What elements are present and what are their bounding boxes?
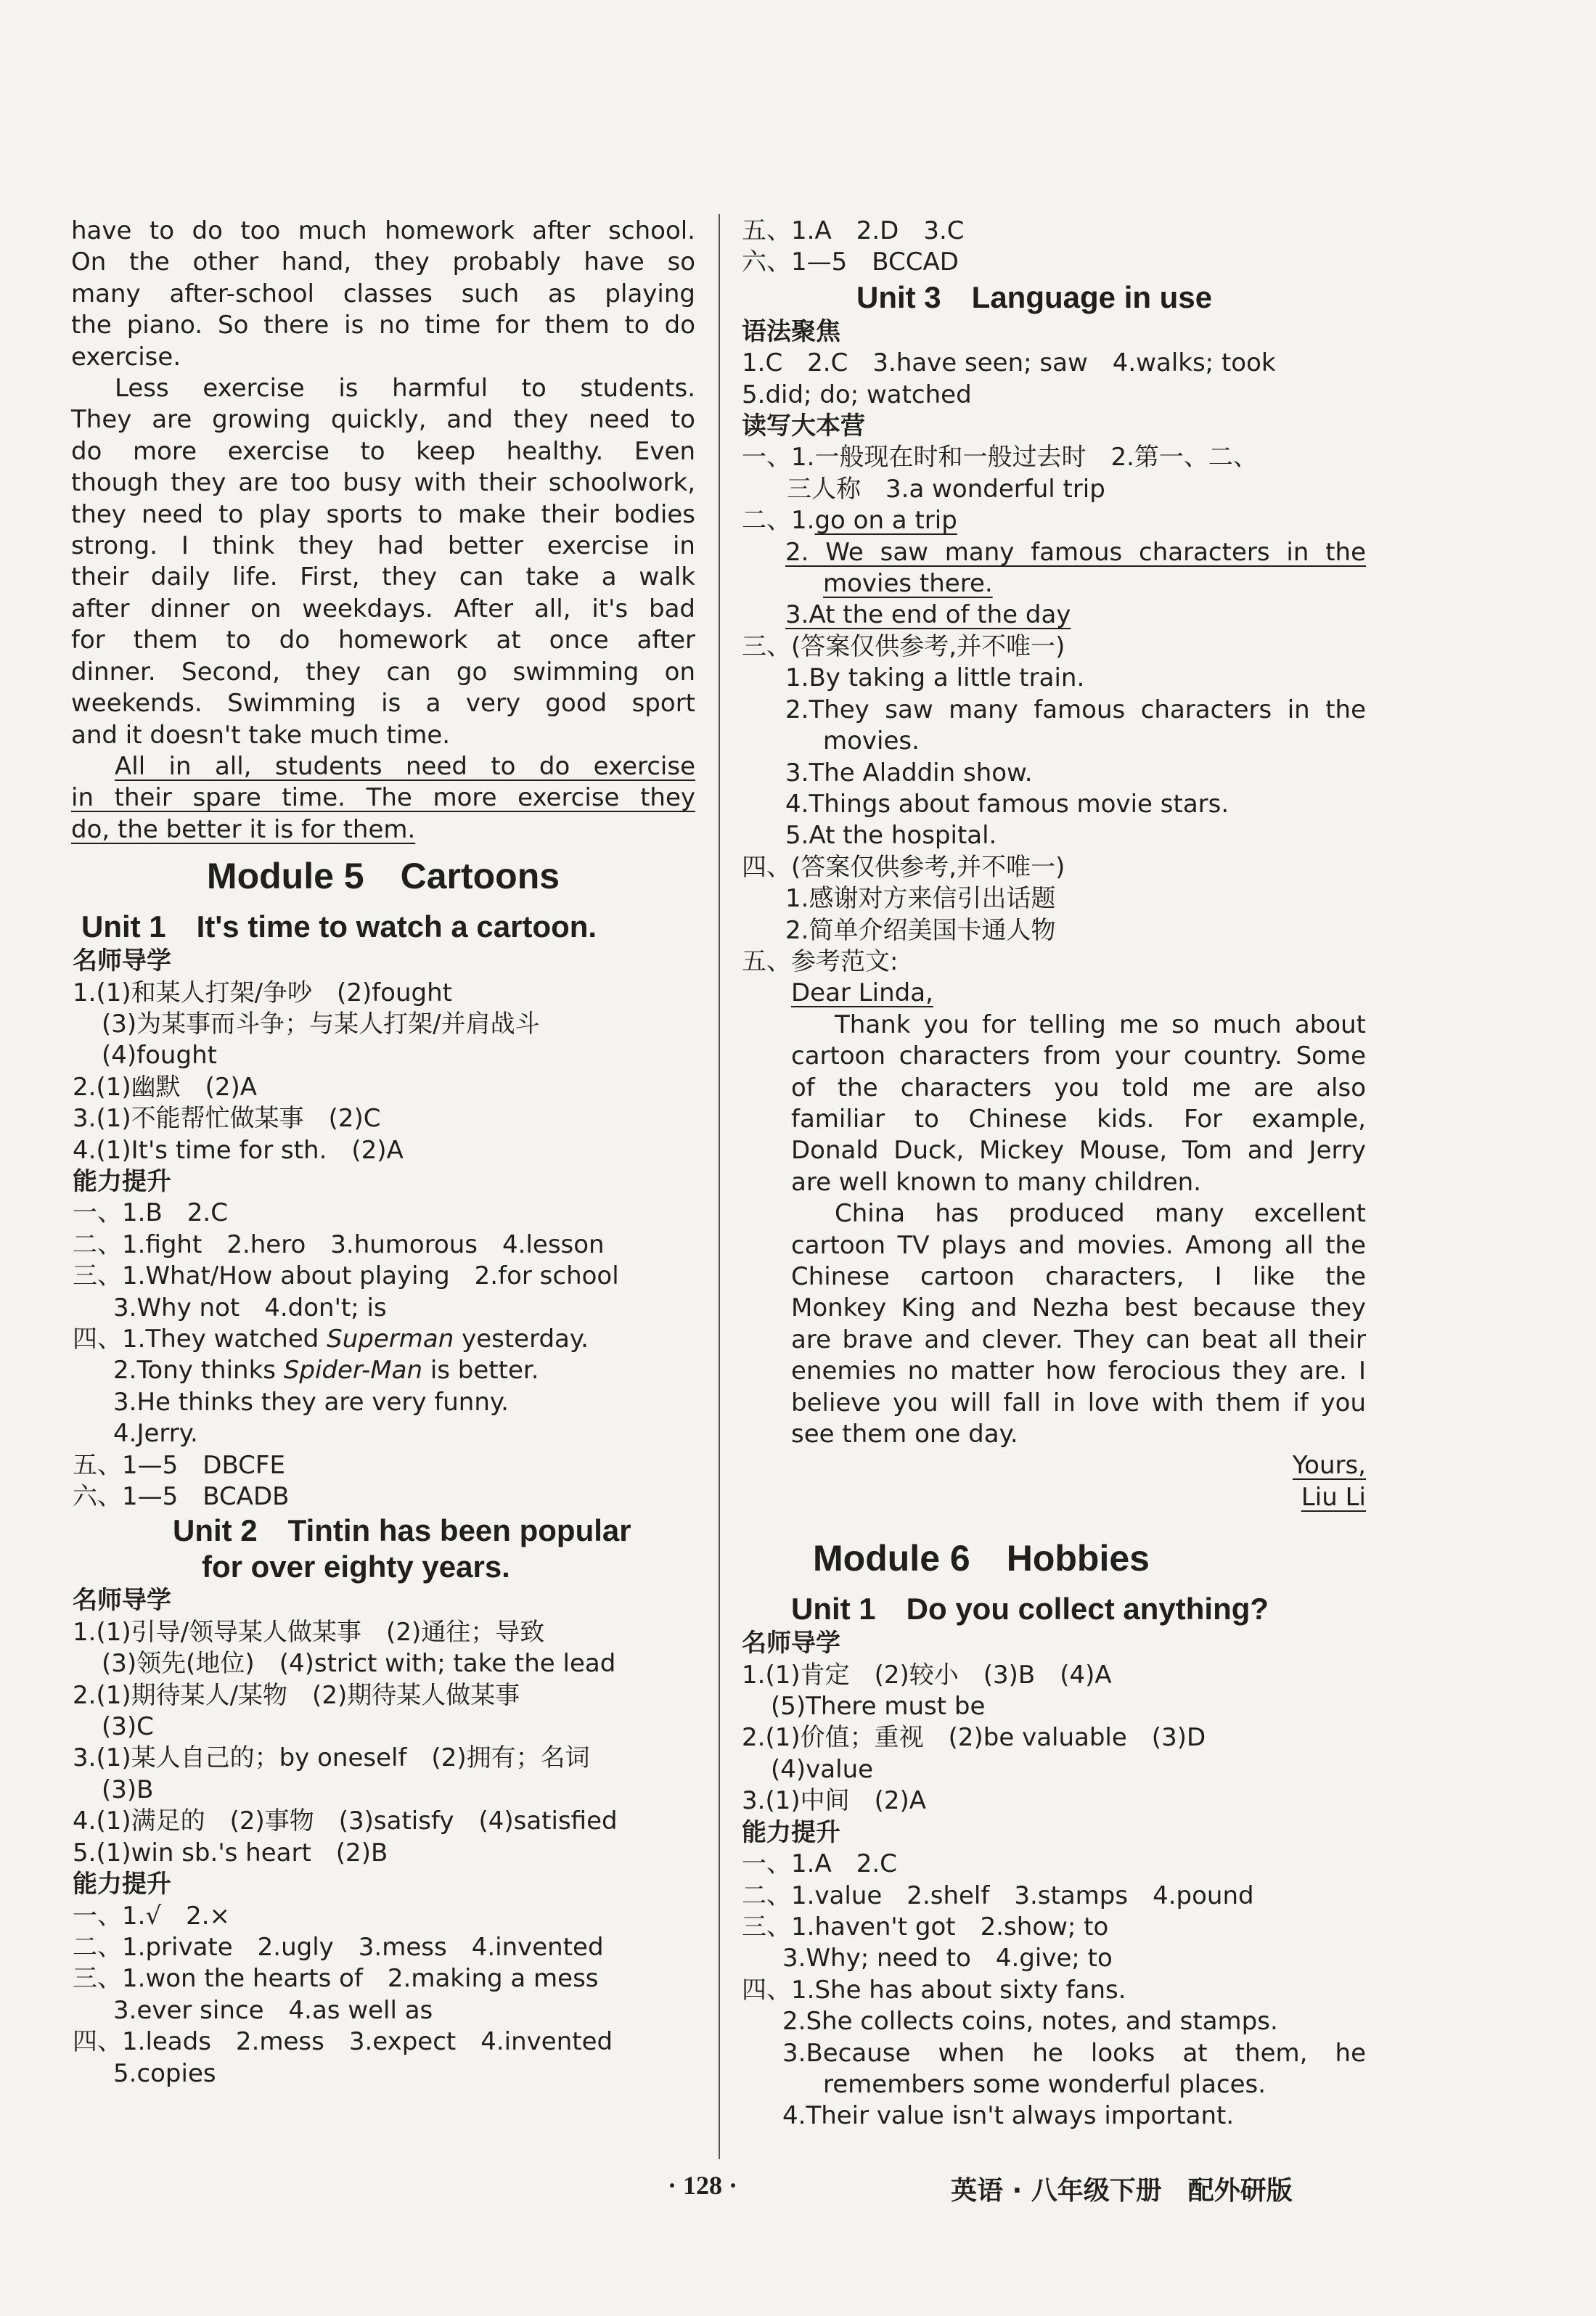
- book-title: 英语 · 八年级下册 配外研版: [951, 2176, 1293, 2206]
- answer-line: 4.(1)满足的 (2)事物 (3)satisfy (4)satisfied: [73, 1806, 618, 1836]
- answer-line: 1.By taking a little train.: [785, 663, 1085, 693]
- letter-line: are well known to many children.: [791, 1167, 1202, 1197]
- answer-line: 5.(1)win sb.'s heart (2)B: [73, 1838, 388, 1867]
- answer-line: (4)value: [771, 1754, 874, 1784]
- essay-line: in their spare time. The more exercise they: [71, 783, 695, 813]
- answer-line: 3.Because when he looks at them, he: [782, 2038, 1366, 2068]
- letter-line: China has produced many excellent: [835, 1199, 1366, 1229]
- essay-line: do more exercise to keep healthy. Even: [71, 436, 695, 466]
- letter-line: believe you will fall in love with them if you: [791, 1388, 1366, 1417]
- letter-line: Thank you for telling me so much about: [835, 1010, 1366, 1039]
- answer-line: (3)C: [102, 1712, 154, 1742]
- underlined-answer: 3.At the end of the day: [785, 600, 1071, 630]
- essay-line: They are growing quickly, and they need to: [71, 405, 695, 435]
- essay-line: exercise.: [71, 342, 181, 372]
- essay: [71, 216, 695, 846]
- answer-line: [742, 600, 1366, 631]
- answer-line: 3.Why; need to 4.give; to: [782, 1944, 1113, 1973]
- answer-line: (4)fought: [102, 1041, 217, 1071]
- section-heading: 名师导学: [73, 1586, 171, 1616]
- sample-letter: [742, 978, 1366, 1513]
- answer-line: 1.(1)肯定 (2)较小 (3)B (4)A: [742, 1660, 1112, 1690]
- essay-line: and it doesn't take much time.: [71, 720, 451, 750]
- answer-line: 1.感谢对方来信引出话题: [785, 884, 1056, 914]
- answer-line: 一、1.√ 2.×: [73, 1901, 231, 1931]
- answer-line: 2. We saw many famous characters in the: [785, 537, 1366, 567]
- answer-line: 六、1—5 BCADB: [73, 1482, 290, 1512]
- answer-line: 4.Their value isn't always important.: [782, 2101, 1235, 2131]
- essay-line: many after-school classes such as playing: [71, 279, 695, 308]
- answer-line: 三、1.haven't got 2.show; to: [742, 1912, 1109, 1941]
- answer-line: 四、1.She has about sixty fans.: [742, 1975, 1126, 2005]
- answer-line: 四、1.leads 2.mess 3.expect 4.invented: [73, 2027, 613, 2057]
- answer-line: 2.(1)期待某人/某物 (2)期待某人做某事: [73, 1680, 520, 1710]
- essay-line: [71, 814, 695, 846]
- signature-text: Liu Li: [1301, 1482, 1366, 1512]
- unit-1-answers: [73, 946, 695, 1513]
- column-divider: [719, 214, 720, 2159]
- letter-line: enemies no matter how ferocious they are. I: [791, 1357, 1366, 1386]
- section-heading: 语法聚焦: [742, 316, 840, 346]
- answer-line: 三人称 3.a wonderful trip: [787, 474, 1105, 504]
- answer-line: 一、1.A 2.C: [742, 1849, 897, 1879]
- answer-line: 四、(答案仅供参考,并不唯一): [742, 852, 1065, 882]
- section-heading: 能力提升: [73, 1166, 171, 1196]
- answer-line: 三、(答案仅供参考,并不唯一): [742, 631, 1065, 661]
- answer-line: 五、1.A 2.D 3.C: [742, 216, 965, 245]
- section-heading: 读写大本营: [742, 412, 865, 441]
- essay-line: have to do too much homework after school.: [71, 216, 695, 245]
- answer-line: remembers some wonderful places.: [823, 2069, 1266, 2099]
- answer-line: 2.They saw many famous characters in the: [785, 695, 1366, 724]
- answer-line: 3.ever since 4.as well as: [113, 1995, 433, 2025]
- unit-2-answers: [73, 1585, 695, 2090]
- letter-signature: [791, 1482, 1366, 1513]
- section-heading: 名师导学: [742, 1629, 840, 1658]
- answer-line: [73, 1324, 695, 1355]
- answer-line: 3.He thinks they are very funny.: [113, 1387, 509, 1417]
- closing-text: Yours,: [1292, 1451, 1366, 1481]
- italic-title: Superman: [327, 1325, 454, 1354]
- letter-line: Donald Duck, Mickey Mouse, Tom and Jerry: [791, 1136, 1366, 1166]
- letter-line: cartoon TV plays and movies. Among all the: [791, 1230, 1366, 1260]
- letter-line: [791, 978, 1366, 1009]
- essay-underlined-text: do, the better it is for them.: [71, 814, 416, 844]
- answer-text: 二、1.: [742, 506, 815, 536]
- section-heading: 能力提升: [73, 1870, 171, 1899]
- essay-line: All in all, students need to do exercise: [115, 751, 695, 781]
- unit-2-title: Unit 2 Tintin has been popular: [173, 1513, 631, 1548]
- answer-line: 2.简单介绍美国卡通人物: [785, 915, 1056, 945]
- unit-1-title: Unit 1 It's time to watch a cartoon.: [81, 909, 597, 944]
- page-number: · 128 ·: [668, 2171, 738, 2200]
- module-5-title: Module 5 Cartoons: [206, 856, 560, 897]
- answer-line: 4.Things about famous movie stars.: [785, 789, 1229, 819]
- answer-line: 1.C 2.C 3.have seen; saw 4.walks; took: [742, 348, 1276, 378]
- letter-line: cartoon characters from your country. Some: [791, 1042, 1366, 1071]
- answer-line: 2.(1)价值；重视 (2)be valuable (3)D: [742, 1723, 1206, 1753]
- module-6-answers: [742, 1628, 1366, 2132]
- essay-line: their daily life. First, they can take a walk: [71, 562, 695, 592]
- unit-3-title: Unit 3 Language in use: [856, 279, 1213, 314]
- essay-line: weekends. Swimming is a very good sport: [71, 689, 695, 719]
- letter-line: Chinese cartoon characters, I like the: [791, 1262, 1366, 1291]
- answer-line: 3.(1)某人自己的；by oneself (2)拥有；名词: [73, 1743, 590, 1773]
- letter-line: see them one day.: [791, 1420, 1018, 1449]
- answer-line: 六、1—5 BCCAD: [742, 247, 959, 277]
- essay-line: dinner. Second, they can go swimming on: [71, 657, 695, 687]
- answer-text: yesterday.: [454, 1325, 589, 1354]
- essay-line: for them to do homework at once after: [71, 626, 695, 655]
- answer-line: 4.Jerry.: [113, 1419, 198, 1449]
- answer-line: 3.The Aladdin show.: [785, 758, 1033, 787]
- underlined-answer: movies there.: [823, 569, 993, 599]
- essay-line: Less exercise is harmful to students.: [115, 374, 695, 404]
- answer-line: 2.(1)幽默 (2)A: [73, 1072, 258, 1102]
- answer-line: (5)There must be: [771, 1692, 986, 1722]
- section-heading: 能力提升: [742, 1817, 840, 1847]
- left-column: [71, 216, 695, 2090]
- answer-line: 1.(1)引导/领导某人做某事 (2)通往；导致: [73, 1617, 545, 1647]
- letter-line: of the characters you told me are also: [791, 1073, 1366, 1102]
- answer-line: 5.did; do; watched: [742, 380, 972, 409]
- essay-line: the piano. So there is no time for them to do: [71, 311, 695, 340]
- answer-line: [73, 1355, 695, 1386]
- answer-line: 3.(1)中间 (2)A: [742, 1786, 927, 1816]
- section-heading: 名师导学: [73, 946, 171, 976]
- answer-line: (3)领先(地位) (4)strict with; take the lead: [102, 1649, 616, 1679]
- answer-line: [742, 505, 1366, 536]
- essay-line: strong. I think they had better exercise in: [71, 531, 695, 561]
- right-column: [742, 216, 1366, 2132]
- answer-text: is better.: [422, 1356, 539, 1386]
- answer-line: [742, 568, 1366, 600]
- letter-line: Monkey King and Nezha best because they: [791, 1293, 1366, 1323]
- answer-line: 一、1.B 2.C: [73, 1198, 228, 1228]
- module-6-title: Module 6 Hobbies: [813, 1538, 1150, 1579]
- answer-line: 3.(1)不能帮忙做某事 (2)C: [73, 1104, 381, 1134]
- essay-line: they need to play sports to make their bodies: [71, 499, 695, 529]
- italic-title: Spider-Man: [283, 1356, 423, 1386]
- answer-line: 5.At the hospital.: [785, 821, 997, 851]
- answer-line: 二、1.value 2.shelf 3.stamps 4.pound: [742, 1881, 1254, 1910]
- answer-line: 4.(1)It's time for sth. (2)A: [73, 1135, 404, 1165]
- unit-1-title-module-6: Unit 1 Do you collect anything?: [791, 1592, 1269, 1626]
- answer-line: 一、1.一般现在时和一般过去时 2.第一、二、: [742, 443, 1258, 472]
- answer-text: 2.Tony thinks: [113, 1356, 284, 1386]
- answer-line: 2.She collects coins, notes, and stamps.: [782, 2007, 1278, 2037]
- underlined-answer: go on a trip: [814, 506, 957, 536]
- answer-text: 四、1.They watched: [73, 1325, 327, 1354]
- answer-line: (3)为某事而斗争；与某人打架/并肩战斗: [102, 1009, 540, 1039]
- answer-line: 3.Why not 4.don't; is: [113, 1293, 387, 1322]
- essay-line: after dinner on weekdays. After all, it's bad: [71, 594, 695, 623]
- answer-line: 二、1.private 2.ugly 3.mess 4.invented: [73, 1932, 604, 1962]
- essay-line: On the other hand, they probably have so: [71, 247, 695, 277]
- unit-2-title-line-2: for over eighty years.: [202, 1550, 510, 1584]
- answer-line: (3)B: [102, 1775, 154, 1804]
- essay-line: though they are too busy with their schoolwork,: [71, 468, 695, 498]
- letter-closing: [791, 1450, 1366, 1481]
- answer-line: 1.(1)和某人打架/争吵 (2)fought: [73, 978, 452, 1007]
- letter-line: familiar to Chinese kids. For example,: [791, 1104, 1366, 1134]
- answer-line: 五、参考范文:: [742, 946, 899, 976]
- answer-line: 三、1.What/How about playing 2.for school: [73, 1261, 619, 1291]
- letter-greeting: Dear Linda,: [791, 978, 933, 1008]
- letter-line: are brave and clever. They can beat all their: [791, 1325, 1366, 1354]
- answer-line: 二、1.fight 2.hero 3.humorous 4.lesson: [73, 1229, 605, 1259]
- answer-line: 三、1.won the hearts of 2.making a mess: [73, 1964, 599, 1994]
- answer-line: 五、1—5 DBCFE: [73, 1450, 285, 1480]
- answer-line: movies.: [823, 727, 920, 756]
- answer-line: 5.copies: [113, 2058, 216, 2088]
